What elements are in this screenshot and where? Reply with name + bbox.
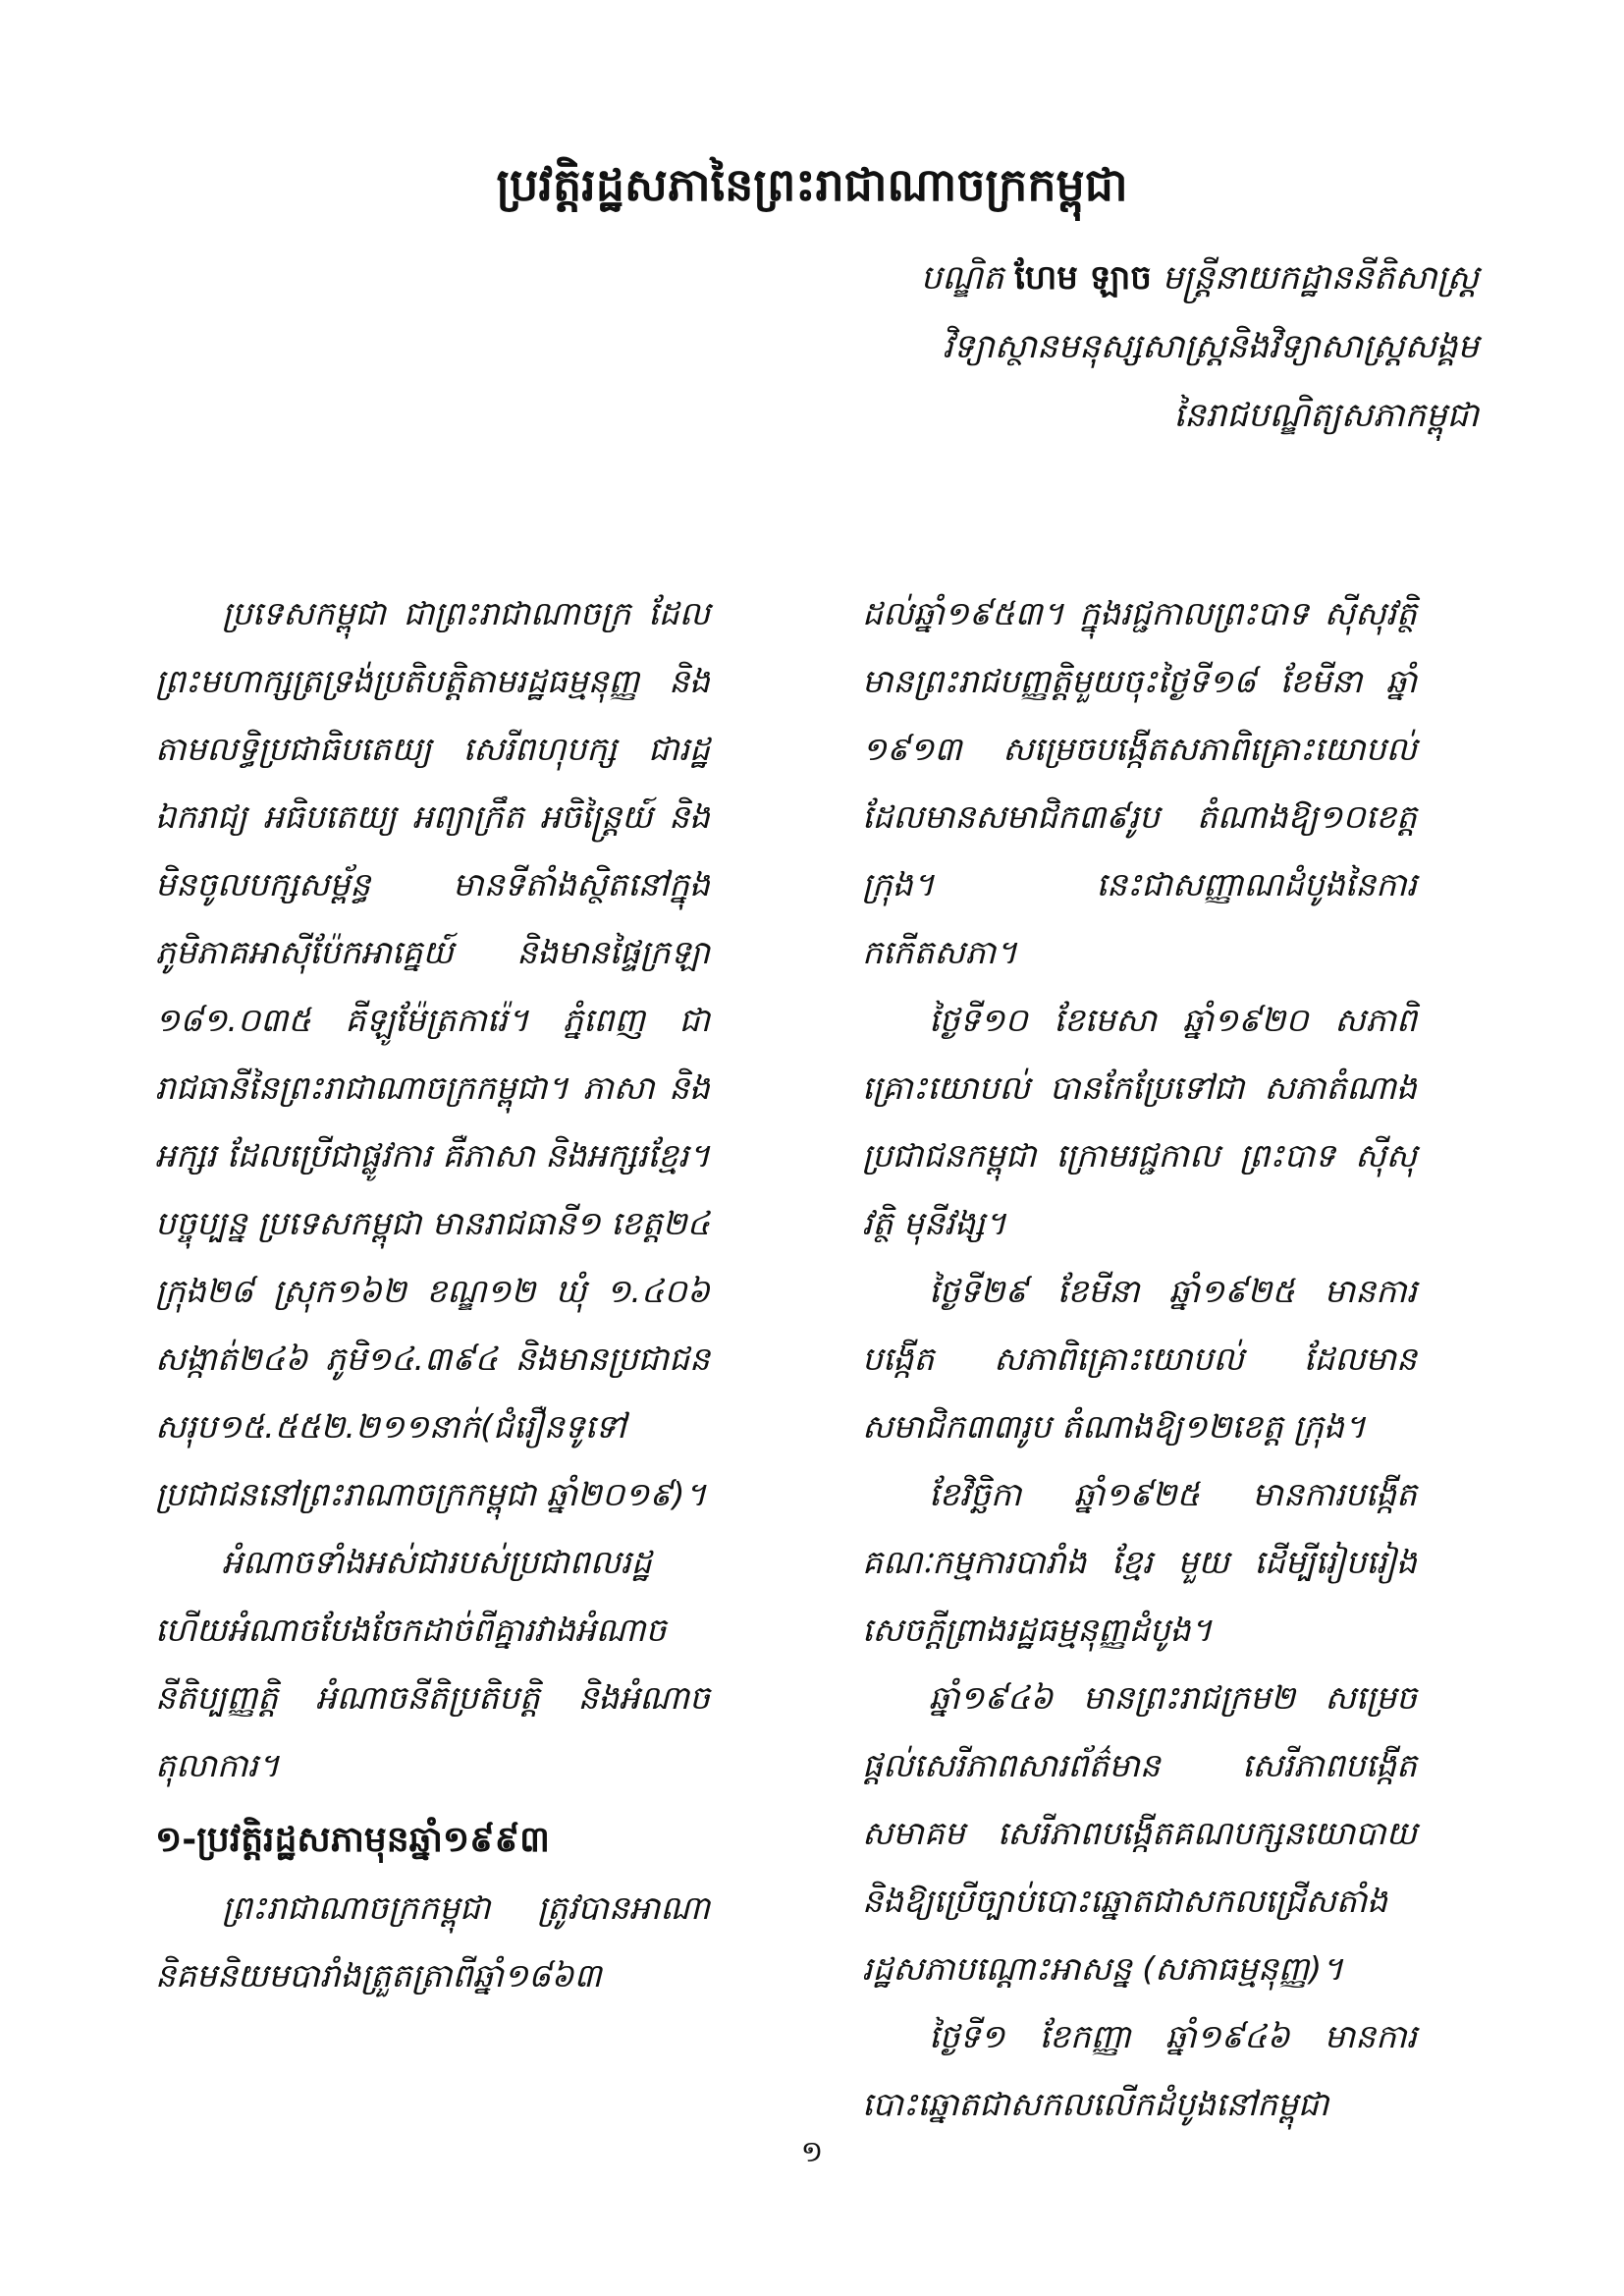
paragraph: ដល់ឆ្នាំ១៩៥៣។ ក្នុងរជ្ជកាលព្រះបាទ ស៊ីសុវត្ថិ មានព្រះរាជបញ្ញត្តិមួយចុះថ្ងៃទី១៨ ខែមីនា ឆ្នាំ ១៩១៣ សម្រេចបង្កើតសភាពិគ្រោះយោបល់ ដែលមានសមាជិក៣៩រូប តំណាងឱ្យ១០ខេត្ត ក្រុង។ នេះជាសញ្ញាណដំបូងនៃការកកើតសភា។ [862, 594, 1417, 971]
author-title: បណ្ឌិត [920, 258, 1004, 298]
paragraph: ឆ្នាំ១៩៤៦ មានព្រះរាជក្រម២ សម្រេច ផ្តល់សេរីភាពសារព័ត៌មាន សេរីភាពបង្កើត សមាគម សេរីភាពបង្កើតគណបក្សនយោបាយ និងឱ្យប្រើច្បាប់បោះឆ្នោតជាសកលជ្រើសតាំង រដ្ឋសភាបណ្តោះអាសន្ន (សភាធម្មនុញ្ញ)។ [862, 1678, 1417, 1988]
author-academy: នៃរាជបណ្ឌិត្យសភាកម្ពុជា [1173, 396, 1479, 435]
paragraph: ខែវិច្ឆិកា ឆ្នាំ១៩២៥ មានការបង្កើត គណៈកម្មការបារាំង ខ្មែរ មួយ ដើម្បីរៀបរៀង សេចក្តីព្រាងរដ្ឋធម្មនុញ្ញដំបូង។ [862, 1475, 1417, 1649]
page-number: ១ [800, 2135, 824, 2169]
author-line-1 [595, 244, 1479, 312]
paragraph: ថ្ងៃទី២៩ ខែមីនា ឆ្នាំ១៩២៥ មានការបង្កើត សភាពិគ្រោះយោបល់ ដែលមានសមាជិក៣៣រូប តំណាងឱ្យ១២ខេត្ត ក្រុង។ [862, 1272, 1417, 1446]
author-position: មន្ត្រីនាយកដ្ឋាននីតិសាស្ត្រ [1162, 258, 1479, 298]
paragraph: អំណាចទាំងអស់ជារបស់ប្រជាពលរដ្ឋ ហើយអំណាចបែងចែកដាច់ពីគ្នារវាងអំណាចនីតិប្បញ្ញត្តិ អំណាចនីតិប្រតិបត្តិ និងអំណាចតុលាការ។ [155, 1543, 710, 1784]
author-name: ហែម ឡាច [1014, 258, 1152, 298]
author-institute: វិទ្យាស្ថានមនុស្សសាស្ត្រនិងវិទ្យាសាស្ត្រសង្គម [942, 327, 1479, 366]
right-column [862, 579, 1417, 2138]
paragraph: ព្រះរាជាណាចក្រកម្ពុជា ត្រូវបានអាណានិគមនិយមបារាំងត្រួតត្រាពីឆ្នាំ១៨៦៣ [155, 1888, 710, 1995]
author-block [595, 244, 1479, 450]
document-title: ប្រវត្តិរដ្ឋសភានៃព្រះរាជាណាចក្រកម្ពុជា [496, 158, 1128, 211]
paragraph: ថ្ងៃទី១០ ខែមេសា ឆ្នាំ១៩២០ សភាពិគ្រោះយោបល់ បានកែប្រែទៅជា សភាតំណាងប្រជាជនកម្ពុជា ក្រោមរជ្ជកាល ព្រះបាទ ស៊ីសុវត្ថិ មុនីវង្ស។ [862, 1001, 1417, 1242]
paragraph: ថ្ងៃទី១ ខែកញ្ញា ឆ្នាំ១៩៤៦ មានការបោះឆ្នោតជាសកលលើកដំបូងនៅកម្ពុជា [862, 2017, 1417, 2123]
section-heading: ១-ប្រវត្តិរដ្ឋសភាមុនឆ្នាំ១៩៩៣ [155, 1820, 550, 1860]
left-column [155, 579, 710, 2009]
paragraph: ប្រទេសកម្ពុជា ជាព្រះរាជាណាចក្រ ដែលព្រះមហាក្សត្រទ្រង់ប្រតិបត្តិតាមរដ្ឋធម្មនុញ្ញ និងតាមលទ្ធិប្រជាធិបតេយ្យ សេរីពហុបក្ស ជារដ្ឋឯករាជ្យ អធិបតេយ្យ អព្យាក្រឹត អចិន្ត្រៃយ៍ និងមិនចូលបក្សសម្ព័ន្ធ មានទីតាំងស្ថិតនៅក្នុងភូមិភាគអាស៊ីប៉ែកអាគ្នេយ៍ និងមានផ្ទៃក្រឡា ១៨១.០៣៥ គីឡូម៉ែត្រការ៉េ។ ភ្នំពេញ ជារាជធានីនៃព្រះរាជាណាចក្រកម្ពុជា។ ភាសា និងអក្សរ ដែលប្រើជាផ្លូវការ គឺភាសា និងអក្សរខ្មែរ។ បច្ចុប្បន្ន ប្រទេសកម្ពុជា មានរាជធានី១ ខេត្ត២៤ ក្រុង២៨ ស្រុក១៦២ ខណ្ឌ១២ ឃុំ ១.៤០៦ សង្កាត់២៤៦ ភូមិ១៤.៣៩៤ និងមានប្រជាជនសរុប១៥.៥៥២.២១១នាក់(ជំរឿនទូទៅប្រជាជននៅព្រះរាណាចក្រកម្ពុជា ឆ្នាំ២០១៩)។ [155, 594, 710, 1513]
